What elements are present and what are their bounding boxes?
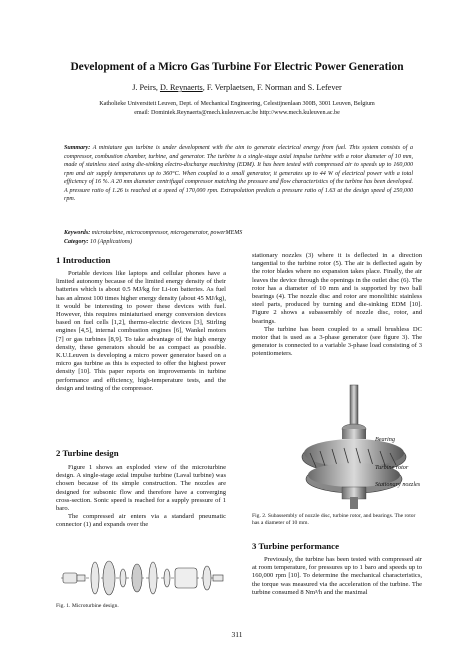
design-paragraph-1: Figure 1 shows an exploded view of the microturbine design. A single-stage axial impulse turbine (Laval turbine) was chosen because of its simple construction. The nozzles are designed for subsonic flow and therefore have a converging cross-section. Sonic speed is reached for a supply pressure of 1 baro.	[56, 464, 226, 513]
label-bearing: Bearing	[375, 436, 395, 443]
summary-text: A miniature gas turbine is under development with the aim to generate electrical energy from fuel. This system consists of a compressor, combustion chamber, turbine, and generator. The turbine is a single-stage axial impulse turbine with a rotor diameter of 10 mm, made of stainless steel using die-sinking electro-discharge machining (EDM). It has been tested with compressed air to speeds up to 160,000 rpm and air supply temperatures up to 360°C. When coupled to a small generator, it generates up to 44 W of electrical power with a total efficiency of 16 %. A 20 mm diameter centrifugal compressor matching the pressure and flow characteristics of the turbine has been developed. A pressure ratio of 1.26 is reached at a speed of 170,000 rpm. Extrapolation predicts a pressure ratio of 1.63 at the design speed of 250,000 rpm.	[64, 145, 413, 203]
introduction-text	[56, 270, 226, 393]
category-label: Category:	[64, 238, 89, 245]
affiliation-contact: email: Dominiek.Reynaerts@mech.kuleuven.ac.be http://www.mech.kuleuven.ac.be	[134, 109, 340, 116]
summary-label: Summary:	[64, 145, 91, 151]
section-heading-turbine-performance: 3 Turbine performance	[252, 541, 339, 551]
performance-paragraph: Previously, the turbine has been tested with compressed air at room temperature, for pressures up to 1 baro and speeds up to 160,000 rpm [10]. To determine the mechanical characteristics, the torque was measured via the acceleration of the turbine. The turbine consumed 8 Nm³/h and the maximal	[252, 556, 422, 596]
authors-rest: , F. Verplaetsen, F. Norman and S. Lefever	[202, 83, 342, 92]
label-turbine-rotor: Turbine rotor	[375, 464, 409, 471]
generator-paragraph: The turbine has been coupled to a small brushless DC motor that is used as a 3-phase generator (see figure 3). The generator is connected to a variable 3-phase load consisting of 3 potentiometers.	[252, 325, 422, 358]
paper-title: Development of a Micro Gas Turbine For Electric Power Generation	[70, 61, 404, 73]
abstract	[64, 144, 413, 204]
label-stationary-nozzles: Stationary nozzles	[375, 481, 421, 488]
affiliation-address: Katholieke Universiteit Leuven, Dept. of Mechanical Engineering, Celestijnenlaan 300B, 3001 Leuven, Belgium	[99, 101, 375, 107]
section-heading-turbine-design: 2 Turbine design	[56, 448, 119, 458]
page-number: 311	[231, 630, 243, 639]
keywords-label: Keywords:	[64, 230, 91, 236]
right-column-text	[252, 252, 422, 359]
corresponding-author[interactable]: D. Reynaerts	[159, 83, 203, 92]
keywords-text: microturbine, microcompressor, microgenerator, powerMEMS	[90, 230, 243, 236]
keywords-block	[64, 229, 413, 246]
nozzle-paragraph: stationary nozzles (3) where it is deflected in a direction tangential to the turbine rotor (5). The air is deflected again by the rotor blades where no expansion takes place. Finally, the air leaves the device through the openings in the outlet disc (6). The rotor has a diameter of 10 mm and is supported by two ball bearings (4). The nozzle disc and rotor are monolithic stainless steel parts, produced by turning and die-sinking EDM [10]. Figure 2 shows a subassembly of nozzle disc, rotor, and bearings.	[252, 252, 422, 325]
design-paragraph-2: The compressed air enters via a standard pneumatic connector (1) and expands over the	[56, 513, 226, 529]
turbine-design-text	[56, 464, 226, 530]
figure-1-exploded-view	[57, 556, 227, 600]
introduction-paragraph: Portable devices like laptops and cellular phones have a limited autonomy because of the limited energy density of their batteries which is about 0.5 MJ/kg for Li-ion batteries. As fuel has an almost 100 times higher energy density (about 45 MJ/kg), it would be interesting to power these devices with fuel. However, this requires miniaturised energy conversion devices based on fuel cells [1,2], thermo-electric devices [3], Stirling engines [4,5], internal combustion engines [6], Wankel motors [7] or gas turbines [8,9]. To take advantage of the high energy density, these generators should be as compact as possible. K.U.Leuven is developing a micro power generator based on a micro gas turbine as this is expected to offer the highest power density [10]. This paper reports on improvements in turbine performance and efficiency, high-temperature tests, and the design and testing of the compressor.	[56, 270, 226, 392]
figure-2-photo	[280, 383, 430, 509]
section-heading-introduction: 1 Introduction	[56, 255, 111, 265]
author-list	[40, 82, 434, 93]
performance-text	[252, 556, 422, 597]
authors-first: J. Peirs,	[132, 83, 160, 92]
figure-1-caption: Fig. 1. Microturbine design.	[56, 603, 119, 609]
figure-2-caption: Fig. 2. Subassembly of nozzle disc, turbine rotor, and bearings. The rotor has a diameter of 10 mm.	[252, 513, 416, 527]
category-text: 10 (Applications)	[88, 238, 133, 245]
affiliation	[40, 100, 434, 117]
